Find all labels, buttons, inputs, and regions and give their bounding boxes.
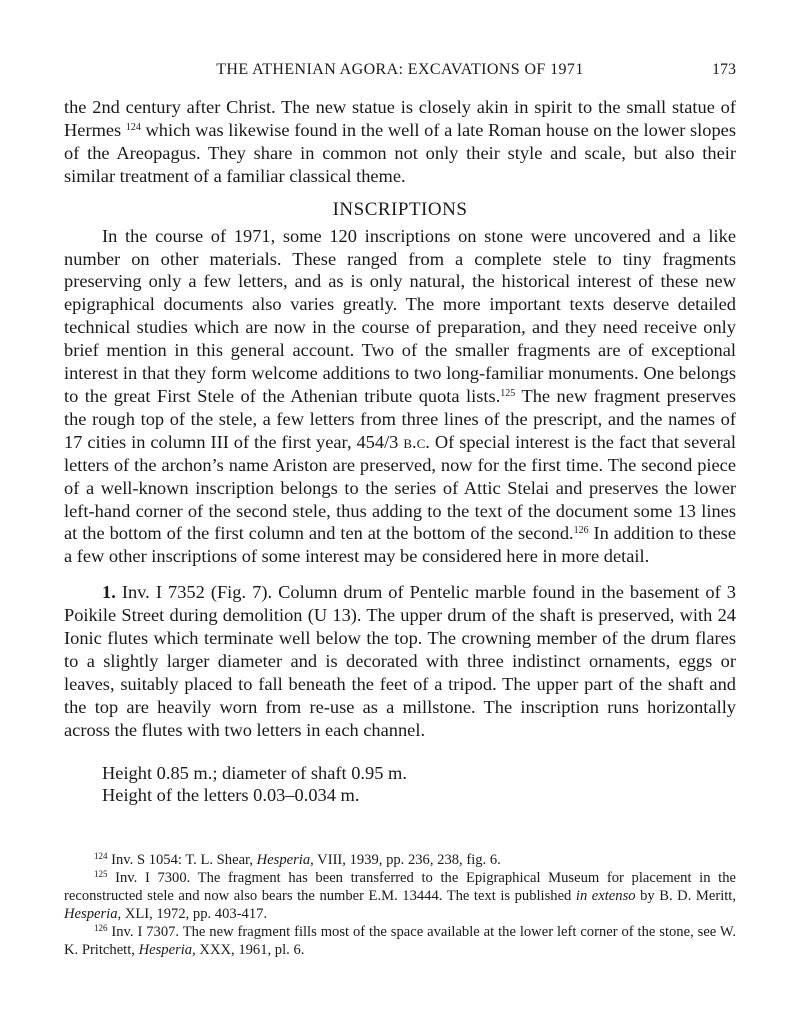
inscriptions-text-1: In the course of 1971, some 120 inscriptions on stone were uncovered and a like number on other materials. These ranged from a complete stele to tiny fragments preserving only a few letters, and as is only natural, the historical interest of these new epigraphical documents also varies greatly. The more important texts deserve detailed technical studies which are now in the course of preparation, and they need receive only brief mention in this general account. Two of the smaller fragments are of exceptional interest in that they form welcome additions to two long-familiar monuments. One belongs to the great First Stele of the Athenian tribute quota lists. <box>64 225 736 406</box>
intro-paragraph <box>64 96 736 188</box>
footnote-number: 125 <box>94 869 108 879</box>
footnote-number: 126 <box>94 923 108 933</box>
intro-text-end: which was likewise found in the well of a late Roman house on the lower slopes of the Areopagus. They share in common not only their style and scale, but also their similar treatment of a familiar classical theme. <box>64 119 737 186</box>
footnote-124 <box>64 851 736 869</box>
journal-title: Hesperia <box>138 942 193 958</box>
footnote-ref-124[interactable]: 124 <box>125 121 141 133</box>
inscriptions-text-2: The new fragment preserves the rough top of the stele, a few letters from three lines of the prescript, and the names of 17 cities in column III of the first year, 454/3 <box>64 385 737 452</box>
footnotes <box>64 851 736 959</box>
bc-abbreviation: b.c. <box>403 431 430 452</box>
footnote-text: , VIII, 1939, pp. 236, 238, fig. 6. <box>310 852 501 868</box>
entry-number: 1. <box>102 582 116 603</box>
measurement-height: Height 0.85 m.; diameter of shaft 0.95 m. <box>102 762 407 783</box>
measurement-letters: Height of the letters 0.03–0.034 m. <box>102 785 360 806</box>
footnote-text: by B. D. Meritt, <box>635 888 737 904</box>
page-number: 173 <box>712 61 736 78</box>
footnote-ref-126[interactable]: 126 <box>573 525 589 537</box>
inscriptions-text-3: Of special interest is the fact that several letters of the archon’s name Ariston are preserved, now for the first time. The second piece of a well-known inscription belongs to the series of Attic Stelai and preserves the lower left-hand corner of the second stele, thus adding to the text of the document some 13 lines at the bottom of the first column and ten at the bottom of the second. <box>64 431 736 544</box>
intro-text-start: the 2nd century after Christ. The new statue is closely akin in spirit to the small statue of Hermes <box>64 97 736 140</box>
journal-title: Hesperia <box>256 852 311 868</box>
entry-description: Inv. I 7352 (Fig. 7). Column drum of Pentelic marble found in the basement of 3 Poikile Street during demolition (U 13). The upper drum of the shaft is preserved, with 24 Ionic flutes which terminate well below the top. The crowning member of the drum flares to a slightly larger diameter and is decorated with three indistinct ornaments, eggs or leaves, suitably placed to fall beneath the feet of a tripod. The upper part of the shaft and the top are heavily worn from re-use as a millstone. The inscription runs horizontally across the flutes with two letters in each channel. <box>64 582 736 740</box>
footnote-number: 124 <box>94 851 108 861</box>
footnote-text: Inv. S 1054: T. L. Shear, <box>107 852 257 868</box>
running-head <box>64 58 736 82</box>
footnote-125 <box>64 869 736 923</box>
italic-phrase: in extenso <box>575 888 636 904</box>
inscriptions-paragraph <box>64 225 736 569</box>
main-text <box>64 96 736 807</box>
journal-title: Hesperia <box>64 906 118 922</box>
running-title: THE ATHENIAN AGORA: EXCAVATIONS OF 1971 <box>216 61 584 78</box>
measurements <box>64 762 736 808</box>
footnote-text: , XLI, 1972, pp. 403-417. <box>117 906 268 922</box>
footnote-text: Inv. I 7300. The fragment has been transferred to the Epigraphical Museum for placement in the reconstructed stele and now also bears the number E.M. 13444. The text is published <box>64 870 736 904</box>
footnote-ref-125[interactable]: 125 <box>500 387 516 399</box>
catalogue-entry <box>64 581 736 741</box>
footnote-text: , XXX, 1961, pl. 6. <box>192 942 305 958</box>
section-heading: INSCRIPTIONS <box>332 198 468 220</box>
footnote-126 <box>64 923 736 959</box>
footnote-text: Inv. I 7307. The new fragment fills most of the space available at the lower left corner of the stone, see W. K. Pritchett, <box>64 924 736 958</box>
inscriptions-text-4: In addition to these a few other inscriptions of some interest may be considered here in more detail. <box>64 523 736 567</box>
